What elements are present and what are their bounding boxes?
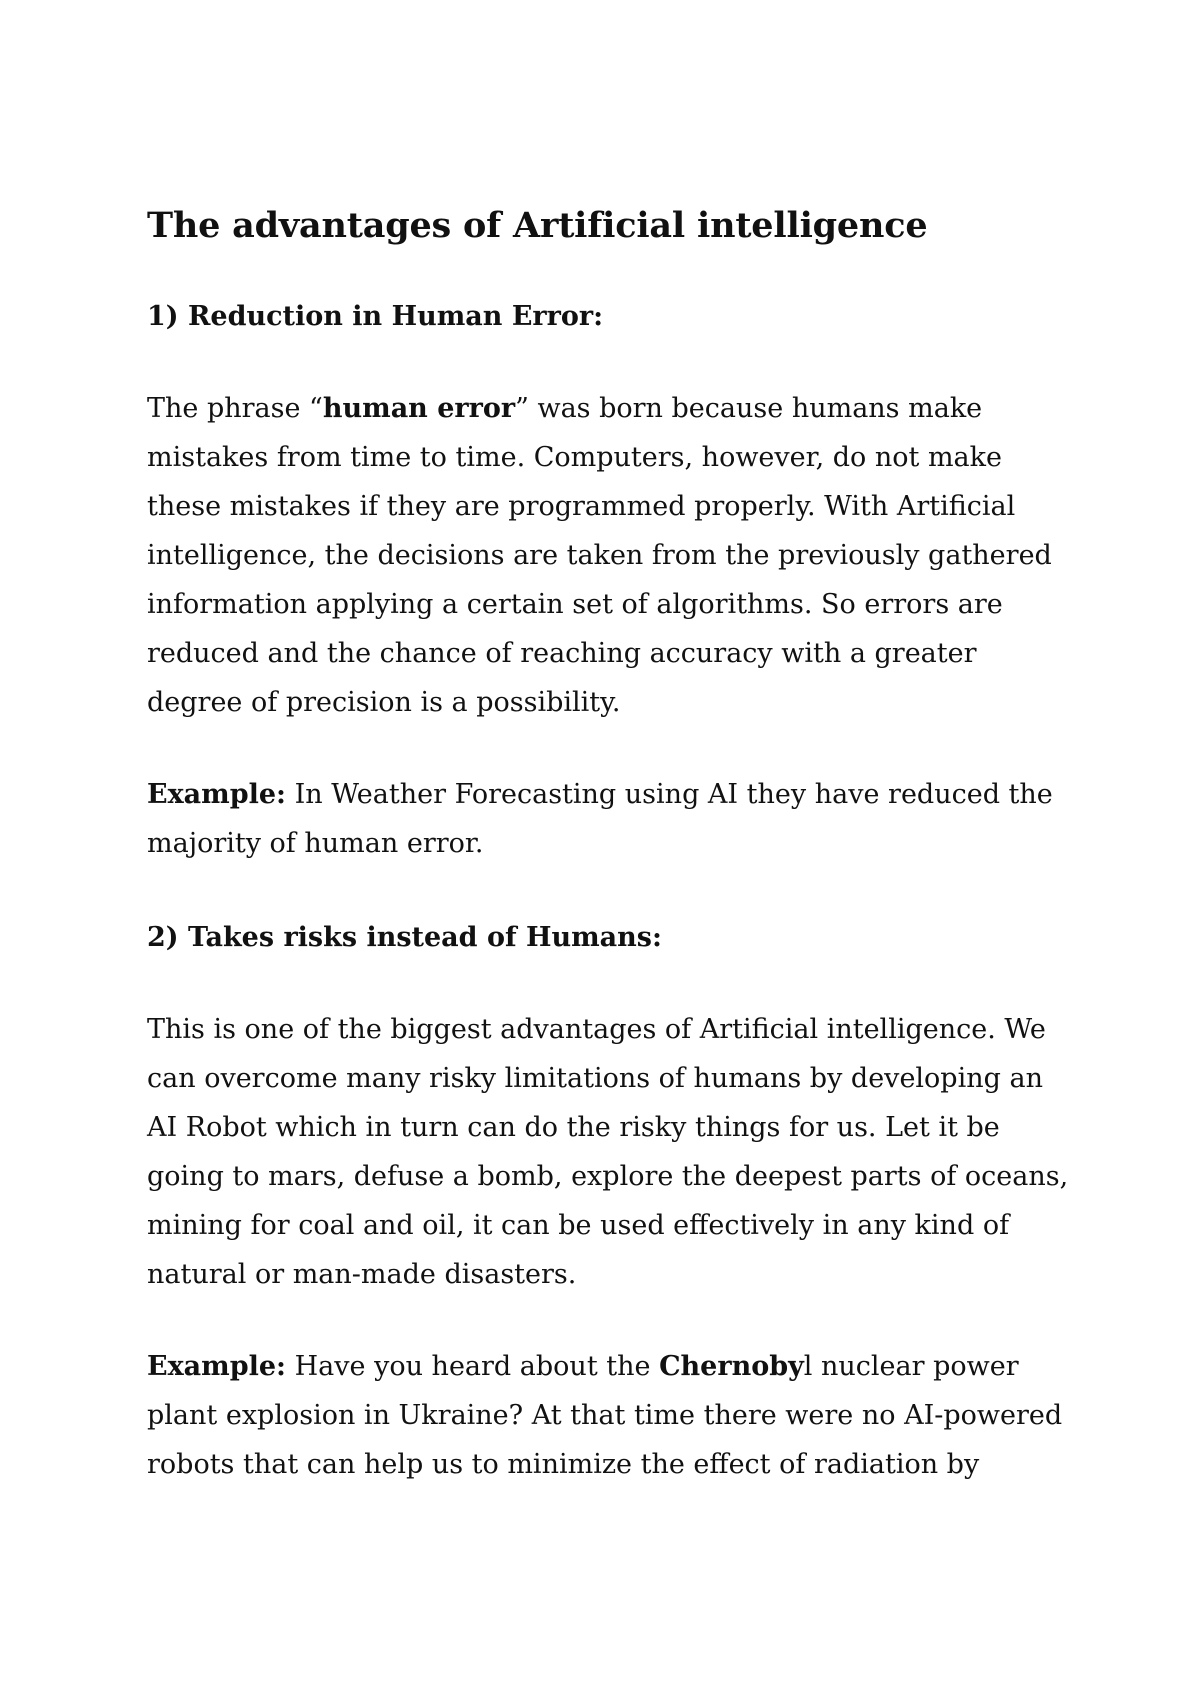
- section-2-example-pre: Have you heard about the: [286, 1351, 660, 1382]
- section-1-example: [147, 770, 1077, 868]
- section-2-heading: 2) Takes risks instead of Humans:: [147, 922, 662, 953]
- section-2-example-post: l nuclear power plant explosion in Ukraine? At that time there were no AI-powered robots that can help us to minimize the effect of radiation by: [147, 1351, 1063, 1480]
- section-2-paragraph: This is one of the biggest advantages of Artificial intelligence. We can overcome many risky limitations of humans by developing an AI Robot which in turn can do the risky things for us. Let it be going to mars, defuse a bomb, explore the deepest parts of oceans, mining for coal and oil, it can be used effectively in any kind of natural or man-made disasters.: [147, 1014, 1069, 1290]
- section-1-example-text: In Weather Forecasting using AI they have reduced the majority of human error.: [147, 779, 1053, 859]
- section-2-example: [147, 1342, 1077, 1489]
- document-page: [147, 202, 1077, 1489]
- section-1-paragraph-post: ” was born because humans make mistakes from time to time. Computers, however, do not make these mistakes if they are programmed properly. With Artificial intelligence, the decisions are taken from the previously gathered information applying a certain set of algorithms. So errors are reduced and the chance of reaching accuracy with a greater degree of precision is a possibility.: [147, 393, 1052, 718]
- section-2-example-bold: Chernoby: [659, 1351, 804, 1382]
- section-1-paragraph-pre: The phrase “: [147, 393, 323, 424]
- section-1-paragraph: [147, 384, 1077, 727]
- section-1-example-label: Example:: [147, 779, 287, 810]
- section-2-example-label: Example:: [147, 1351, 287, 1382]
- section-1-paragraph-bold: human error: [322, 393, 516, 424]
- document-title: The advantages of Artificial intelligence: [147, 205, 928, 246]
- section-1-heading: 1) Reduction in Human Error:: [147, 301, 604, 332]
